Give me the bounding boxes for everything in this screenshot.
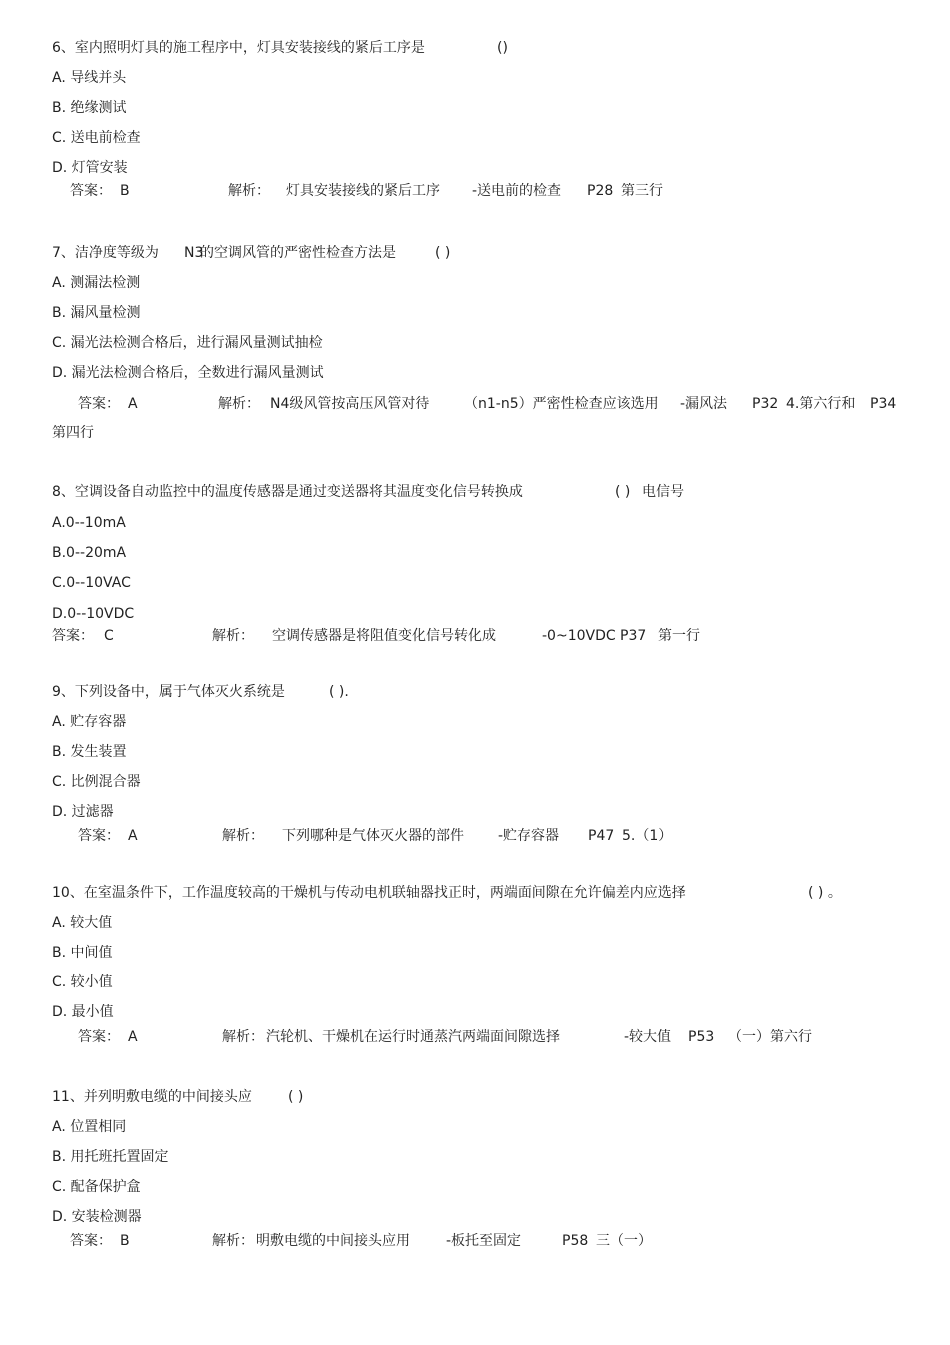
q9-option-d: D. 过滤器 xyxy=(52,804,114,820)
analysis-result: -贮存容器 xyxy=(498,828,560,844)
q6-stem: 6、室内照明灯具的施工程序中，灯具安装接线的紧后工序是 xyxy=(52,40,425,56)
analysis-text: 空调传感器是将阻值变化信号转化成 xyxy=(272,628,496,644)
answer-value: A xyxy=(128,828,138,844)
q8-blank: ( ) xyxy=(615,484,631,500)
q7-answer-continuation: 第四行 xyxy=(52,425,94,441)
q7-answer-line xyxy=(78,395,896,413)
q8-option-a: A.0--10mA xyxy=(52,515,126,531)
q11-option-c: C. 配备保护盒 xyxy=(52,1179,141,1195)
q10-stem: 10、在室温条件下，工作温度较高的干燥机与传动电机联轴器找正时，两端面间隙在允许偏差内应选择 xyxy=(52,885,686,901)
answer-label: 答案： xyxy=(78,396,120,412)
q9-option-a: A. 贮存容器 xyxy=(52,714,127,730)
q7-stem-c: 的空调风管的严密性检查方法是 xyxy=(200,245,396,261)
q10-option-c: C. 较小值 xyxy=(52,974,113,990)
q6-option-c: C. 送电前检查 xyxy=(52,130,141,146)
q7-option-b: B. 漏风量检测 xyxy=(52,305,141,321)
analysis-result: -送电前的检查 xyxy=(472,183,562,199)
answer-value: C xyxy=(104,628,114,644)
q7-option-a: A. 测漏法检测 xyxy=(52,275,141,291)
q8-option-d: D.0--10VDC xyxy=(52,606,135,622)
q11-answer-line xyxy=(70,1232,652,1250)
q10-option-d: D. 最小值 xyxy=(52,1004,114,1020)
q7-option-c: C. 漏光法检测合格后，进行漏风量测试抽检 xyxy=(52,335,323,351)
analysis-result: -漏风法 xyxy=(680,396,728,412)
q8-option-b: B.0--20mA xyxy=(52,545,127,561)
q6-answer-line xyxy=(70,182,663,200)
page-ref: P53 xyxy=(688,1029,715,1045)
analysis-text: N4级风管按高压风管对待 xyxy=(270,396,430,412)
answer-label: 答案： xyxy=(78,828,120,844)
q9-stem: 9、下列设备中，属于气体灭火系统是 xyxy=(52,684,285,700)
q8-stem-tail: 电信号 xyxy=(642,484,684,500)
location-ref: 5.（1） xyxy=(622,828,673,844)
q10-option-b: B. 中间值 xyxy=(52,945,113,961)
analysis-label: 解析： xyxy=(222,828,264,844)
q9-option-b: B. 发生装置 xyxy=(52,744,127,760)
answer-value: B xyxy=(120,183,130,199)
q7-stem-a: 7、洁净度等级为 xyxy=(52,245,159,261)
q7-option-d: D. 漏光法检测合格后，全数进行漏风量测试 xyxy=(52,365,324,381)
q6-blank: () xyxy=(497,40,508,56)
analysis-label: 解析： xyxy=(212,628,254,644)
location-ref: 4.第六行和 xyxy=(786,396,856,412)
location-ref: 第一行 xyxy=(658,628,700,644)
answer-value: A xyxy=(128,1029,138,1045)
q10-option-a: A. 较大值 xyxy=(52,915,113,931)
answer-label: 答案： xyxy=(70,1233,112,1249)
analysis-text: 灯具安装接线的紧后工序 xyxy=(286,183,440,199)
q6-option-a: A. 导线并头 xyxy=(52,70,127,86)
q11-option-d: D. 安装检测器 xyxy=(52,1209,142,1225)
q6-option-d: D. 灯管安装 xyxy=(52,160,128,176)
q10-answer-line xyxy=(78,1028,812,1046)
q11-option-a: A. 位置相同 xyxy=(52,1119,127,1135)
location-ref: （一）第六行 xyxy=(728,1029,812,1045)
answer-label: 答案： xyxy=(52,628,94,644)
analysis-text: 汽轮机、干燥机在运行时通蒸汽两端面间隙选择 xyxy=(266,1029,560,1045)
location-ref: 三（一） xyxy=(596,1233,652,1249)
page-ref: P58 xyxy=(562,1233,589,1249)
page-ref: P32 xyxy=(752,396,779,412)
q8-stem: 8、空调设备自动监控中的温度传感器是通过变送器将其温度变化信号转换成 xyxy=(52,484,523,500)
answer-label: 答案： xyxy=(70,183,112,199)
q11-option-b: B. 用托班托置固定 xyxy=(52,1149,169,1165)
analysis-label: 解析： xyxy=(228,183,270,199)
analysis-label: 解析： xyxy=(218,396,260,412)
page-ref-2: P34 xyxy=(870,396,897,412)
page-ref: P28 xyxy=(587,183,614,199)
q9-answer-line xyxy=(78,827,672,845)
q7-blank: ( ) xyxy=(435,245,451,261)
q8-option-c: C.0--10VAC xyxy=(52,575,131,591)
analysis-text: 明敷电缆的中间接头应用 xyxy=(256,1233,410,1249)
analysis-result: -板托至固定 xyxy=(446,1233,522,1249)
q9-blank: ( ). xyxy=(329,684,349,700)
q10-blank: ( ) 。 xyxy=(808,885,842,901)
page-ref: P47 xyxy=(588,828,615,844)
analysis-result: -较大值 xyxy=(624,1029,672,1045)
q8-answer-line xyxy=(52,627,700,645)
answer-value: A xyxy=(128,396,138,412)
answer-value: B xyxy=(120,1233,130,1249)
q7-stem-b: N3 xyxy=(184,245,204,261)
q9-option-c: C. 比例混合器 xyxy=(52,774,141,790)
q11-blank: ( ) xyxy=(288,1089,304,1105)
analysis-text: 下列哪种是气体灭火器的部件 xyxy=(282,828,464,844)
analysis-label: 解析： xyxy=(212,1233,254,1249)
analysis-result: -0~10VDC xyxy=(542,628,616,644)
page-ref: P37 xyxy=(620,628,647,644)
q6-option-b: B. 绝缘测试 xyxy=(52,100,127,116)
analysis-paren: （n1-n5）严密性检查应该选用 xyxy=(464,396,659,412)
analysis-label: 解析： xyxy=(222,1029,264,1045)
location-ref: 第三行 xyxy=(621,183,663,199)
q11-stem: 11、并列明敷电缆的中间接头应 xyxy=(52,1089,252,1105)
answer-label: 答案： xyxy=(78,1029,120,1045)
